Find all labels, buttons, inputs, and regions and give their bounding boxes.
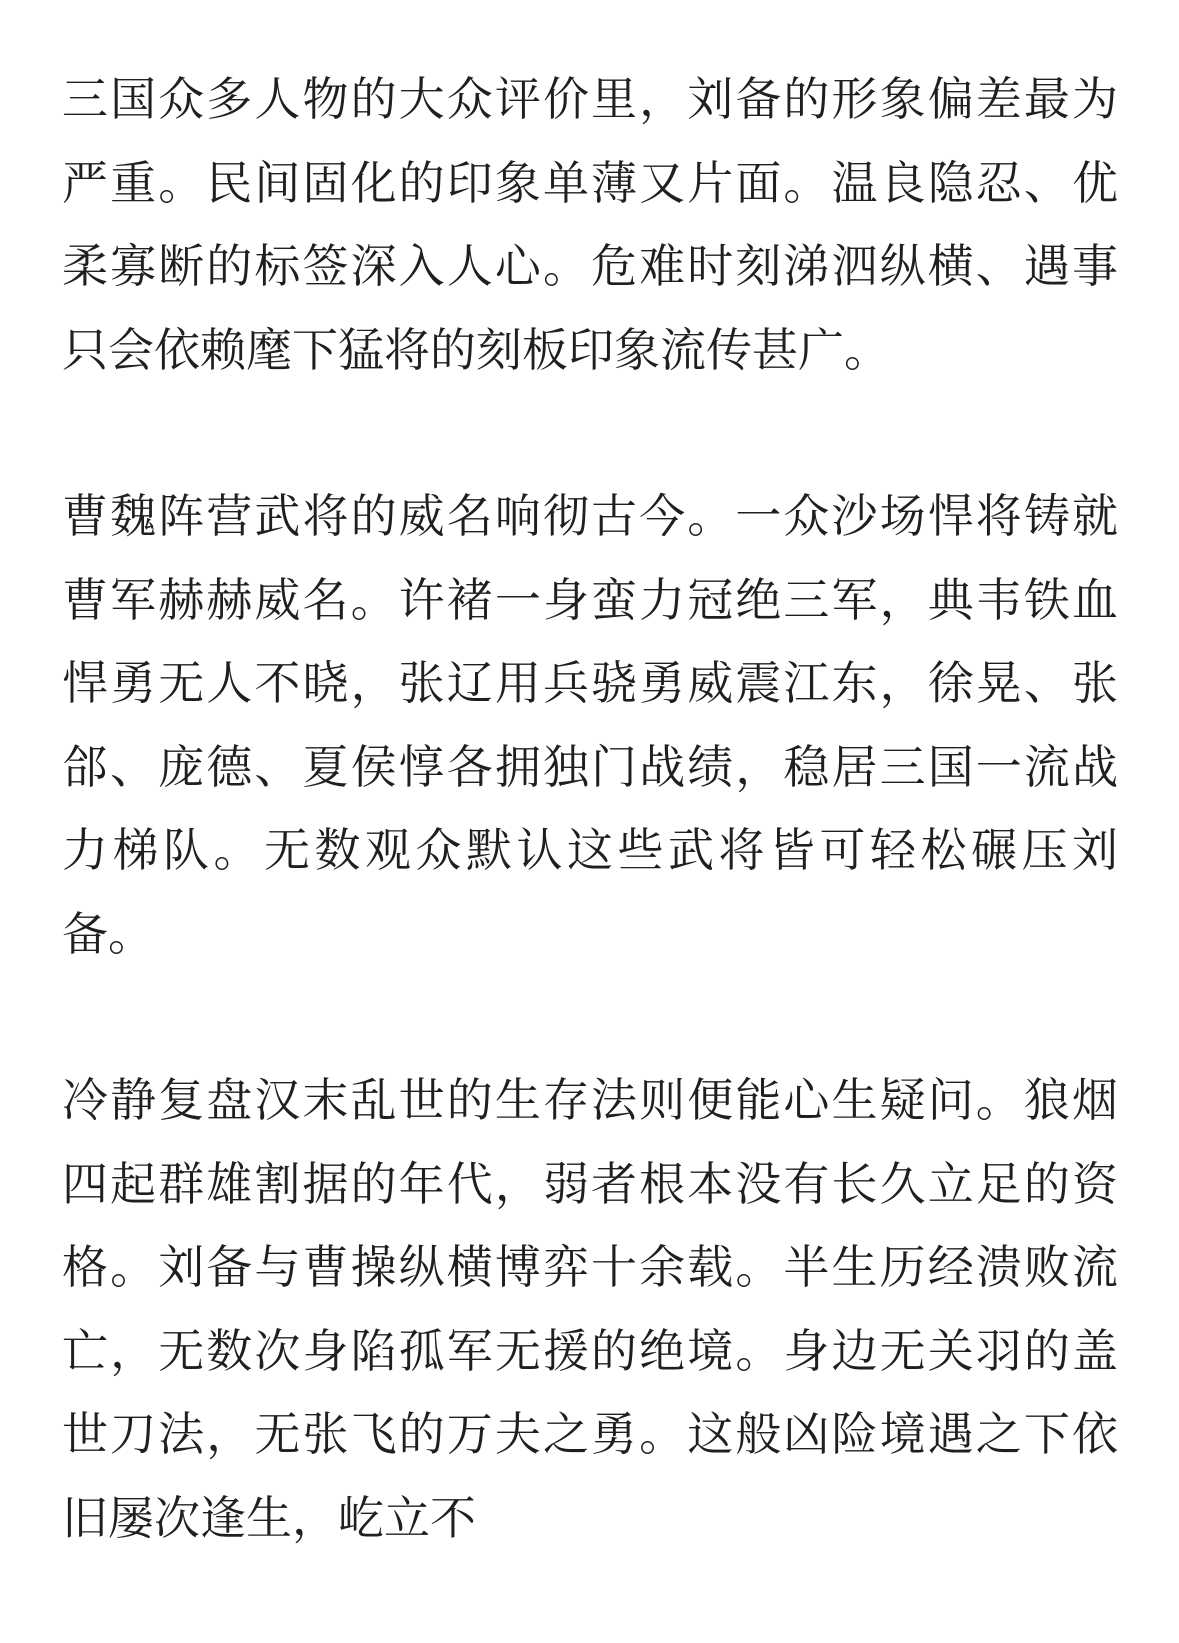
paragraph-1: 三国众多人物的大众评价里，刘备的形象偏差最为严重。民间固化的印象单薄又片面。温良隐忍、优柔寡断的标签深入人心。危难时刻涕泗纵横、遇事只会依赖麾下猛将的刻板印象流传甚广。	[62, 72, 1118, 377]
paragraph-3: 冷静复盘汉末乱世的生存法则便能心生疑问。狼烟四起群雄割据的年代，弱者根本没有长久立足的资格。刘备与曹操纵横博弈十余载。半生历经溃败流亡，无数次身陷孤军无援的绝境。身边无关羽的盖世刀法，无张飞的万夫之勇。这般凶险境遇之下依旧屡次逢生，屹立不	[62, 1073, 1118, 1545]
article-body	[62, 58, 1118, 1643]
paragraph-2: 曹魏阵营武将的威名响彻古今。一众沙场悍将铸就曹军赫赫威名。许褚一身蛮力冠绝三军，典韦铁血悍勇无人不晓，张辽用兵骁勇威震江东，徐晃、张郃、庞德、夏侯惇各拥独门战绩，稳居三国一流战力梯队。无数观众默认这些武将皆可轻松碾压刘备。	[62, 489, 1118, 961]
